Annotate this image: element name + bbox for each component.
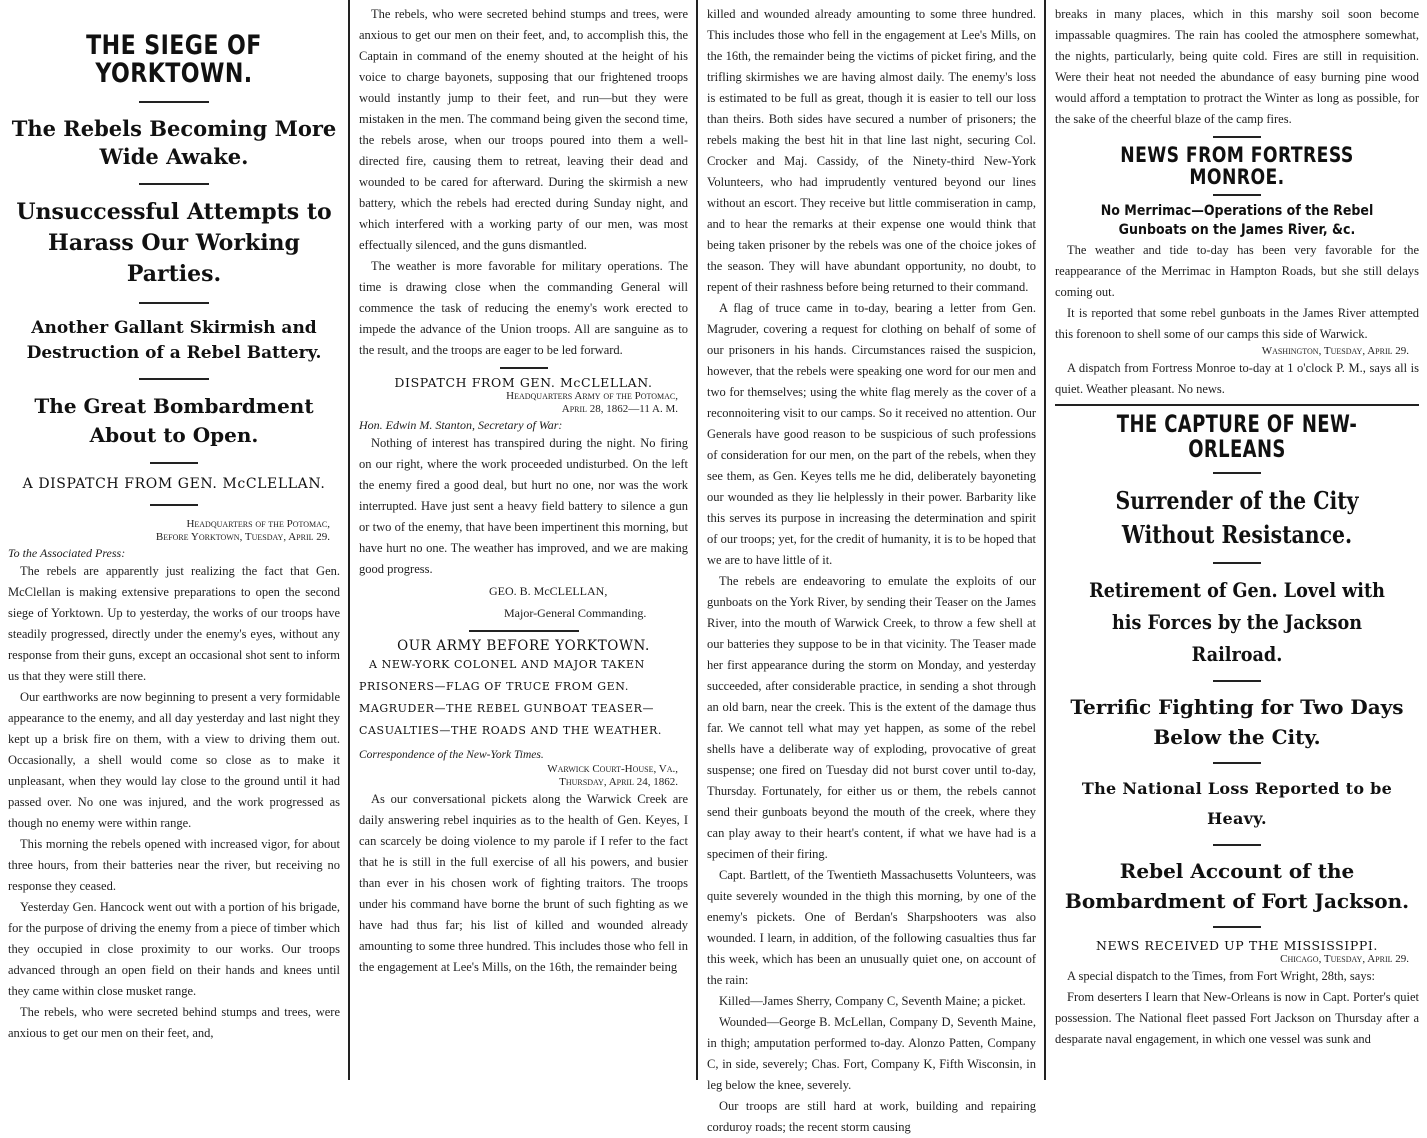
divider <box>150 462 198 464</box>
deck-no-merrimac: No Merrimac—Operations of the Rebel Gunboats on the James River, &c. <box>1100 203 1374 239</box>
divider <box>1213 136 1261 138</box>
column-rule <box>1044 0 1046 1080</box>
article-paragraph: The weather is more favorable for military operations. The time is drawing close when the commanding General will commence the task of reducing the enemy's work erected to impede the advance of the Union troops. All are sanguine as to the result, and the troops are eager to be led forward. <box>359 259 688 357</box>
divider <box>1213 844 1261 846</box>
article-paragraph: A dispatch from Fortress Monroe to-day at 1 o'clock P. M., says all is quiet. Weather pleasant. No news. <box>1055 361 1419 397</box>
headline-siege-of-yorktown: THE SIEGE OF YORKTOWN. <box>86 30 262 90</box>
article-paragraph: A special dispatch to the Times, from Fort Wright, 28th, says: <box>1067 969 1375 984</box>
column-4 <box>1047 0 1427 1080</box>
subhead-army-before-yorktown: OUR ARMY BEFORE YORKTOWN. <box>397 638 650 654</box>
article-paragraph: From deserters I learn that New-Orleans is now in Capt. Porter's quiet possession. The National fleet passed Fort Jackson on Thursday after a desparate naval engagement, in which one vessel was sunk and <box>1055 990 1419 1047</box>
article-paragraph: A flag of truce came in to-day, bearing a letter from Gen. Magruder, covering a request for clothing on behalf of some of our prisoners in his hands. Circumstances raised the suspicion, however, that the rebels were speaking one word for our men and two for themselves; using the white flag merely as the cover of a reconnoitering visit to our camps. So it received no attention. Our Generals have good reason to be suspicious of such professions of consideration for our men, on the part of the rebels, when they see them, as Gen. Keyes tells me he did, deliberately bayoneting our wounded as they lie helplessly in their power. Barbarity like this serves its purpose in increasing the determination and spirit of our troops; yet, for the credit of humanity, it is to be hoped that we are to have little of it. <box>707 301 1036 567</box>
signature-title: Major-General Commanding. <box>504 606 647 620</box>
salutation: To the Associated Press: <box>8 545 126 560</box>
divider <box>1213 194 1261 196</box>
divider <box>150 504 198 506</box>
article-summary: A NEW-YORK COLONEL AND MAJOR TAKEN PRISONERS—FLAG OF TRUCE FROM GEN. MAGRUDER—THE REBEL GUNBOAT TEASER—CASUALTIES—THE ROADS AND THE WEATHER. <box>359 658 662 737</box>
article-paragraph: The weather and tide to-day has been very favorable for the reappearance of the Merrimac in Hampton Roads, but she still delays coming out. <box>1055 243 1419 300</box>
column-2 <box>351 0 696 1080</box>
salutation: Hon. Edwin M. Stanton, Secretary of War: <box>359 418 563 432</box>
deck-rebels-wide-awake: The Rebels Becoming More Wide Awake. <box>11 115 337 169</box>
article-paragraph: Our troops are still hard at work, building and repairing corduroy roads; the recent storm causing <box>707 1099 1036 1134</box>
column-3 <box>699 0 1044 1134</box>
subhead-dispatch-mcclellan: DISPATCH FROM GEN. McCLELLAN. <box>394 375 653 390</box>
dateline: Headquarters of the Potomac, <box>186 517 330 530</box>
column-rule <box>696 0 698 1080</box>
divider <box>139 378 209 380</box>
correspondence-credit: Correspondence of the New-York Times. <box>359 749 544 761</box>
article-paragraph: Nothing of interest has transpired during the night. No firing on our right, where the work proceeded undisturbed. On the left the enemy fired a good deal, but hurt no one, nor was the work interrupted. Have just sent a heavy field battery to silence a gun or two of the enemy, that have been impertinent this morning, but have hurt no one. The weather has improved, and we are making good progress. <box>359 436 688 576</box>
article-paragraph: The rebels, who were secreted behind stumps and trees, were anxious to get our men on their feet, and, <box>8 1004 340 1040</box>
deck-great-bombardment: The Great Bombardment About to Open. <box>34 393 314 447</box>
article-paragraph: Yesterday Gen. Hancock went out with a portion of his brigade, for the purpose of driving the enemy from a piece of timber which they occupied in close proximity to our works. Our troops advanced through an open field on their hands and knees until they came within close musket range. <box>8 899 340 998</box>
headline-capture-new-orleans: THE CAPTURE OF NEW-ORLEANS <box>1116 410 1358 464</box>
article-paragraph: killed and wounded already amounting to some three hundred. This includes those who fell in the engagement at Lee's Mills, on the 16th, the remainder being the victims of picket firing, and the trifling skirmishes we are having almost daily. The enemy's loss is estimated to be full as great, though it is easier to tell our loss than theirs. Both sides have secured a number of prisoners; the rebels making the best hit in that line last night, securing Col. Crocker and Maj. Cassidy, of the Ninety-third New-York Volunteers, who had imprudently ventured beyond our lines without an escort. They receive but little commiseration in camp, and to hear the remarks at their expense one would think that being taken prisoner by the rebels was one of the choice jokes of the season. They will have abundant opportunity, no doubt, to repent of their rashness before being returned to their command. <box>707 7 1036 294</box>
signature-name: GEO. B. McCLELLAN, <box>489 584 608 598</box>
deck-national-loss: The National Loss Reported to be Heavy. <box>1081 779 1393 829</box>
deck-surrender-of-city: Surrender of the City Without Resistance. <box>1115 486 1359 550</box>
article-paragraph: This morning the rebels opened with increased vigor, for about three hours, from their batteries near the river, but receiving no response they ceased. <box>8 836 340 893</box>
article-paragraph: It is reported that some rebel gunboats in the James River attempted this forenoon to shell some of our camps this side of Warwick. <box>1055 306 1419 342</box>
deck-unsuccessful-attempts: Unsuccessful Attempts to Harass Our Working Parties. <box>16 198 332 287</box>
divider <box>139 183 209 185</box>
article-paragraph: As our conversational pickets along the Warwick Creek are daily answering rebel inquiries as to the health of Gen. Keyes, I can scarcely be doing violence to my parole if I refer to the fact that he is still in the full exercise of all his powers, and busier than ever in his chosen work of fighting traitors. The troops under his command have borne the brunt of such fighting as we have had thus far; his list of killed and wounded already amounting to some three hundred. This includes those who fell in the engagement at Lee's Mills, on the 16th, the remainder being <box>359 792 688 974</box>
divider <box>1213 926 1261 928</box>
subhead-news-mississippi: NEWS RECEIVED UP THE MISSISSIPPI. <box>1096 938 1378 954</box>
divider <box>500 367 548 369</box>
divider <box>139 302 209 304</box>
article-paragraph: breaks in many places, which in this marshy soil soon become impassable quagmires. The rain has cooled the atmosphere somewhat, the nights, particularly, being quite cold. Fires are still in requisition. Were their heat not needed the abundance of easy burning pine wood would afford a temptation to protract the Winter as long as possible, for the sake of the cheerful blaze of the camp fires. <box>1055 7 1419 126</box>
divider <box>1213 562 1261 564</box>
deck-gallant-skirmish: Another Gallant Skirmish and Destruction of a Rebel Battery. <box>26 317 322 363</box>
article-paragraph: The rebels are apparently just realizing the fact that Gen. McClellan is making extensive preparations to open the second siege of Yorktown. Up to yesterday, the works of our troops have steadily progressed, directly under the enemy's eyes, without any response from their guns, except an occasional shot sent to inform us that they were still there. <box>8 563 340 683</box>
deck-terrific-fighting: Terrific Fighting for Two Days Below the City. <box>1070 695 1404 750</box>
dateline: Washington, Tuesday, April 29. <box>1261 345 1409 358</box>
subhead-dispatch-mcclellan: A DISPATCH FROM GEN. McCLELLAN. <box>22 475 326 492</box>
article-paragraph: The rebels are endeavoring to emulate the exploits of our gunboats on the York River, by sending their Teaser on the James River, into the mouth of Warwick Creek, to throw a few shell at our batteries they suppose to be in that vicinity. The Teaser made her first appearance during the storm on Monday, and yesterday succeeded, after considerable practice, in sending a shot through an old barn, near the creek. This is the extent of the damage thus far. We cannot tell what may yet happen, as some of the rebel shells have a deliberate way of exploding, provocative of great suspense; one fired on Tuesday did not burst cover until to-day, Thursday. Fortunately, for either us or them, the rebels cannot send their gunboats beyond the mouth of the creek, where they can play away to their heart's content, if what we have had is a specimen of their firing. <box>707 574 1036 861</box>
section-rule <box>1055 404 1419 406</box>
article-paragraph: Capt. Bartlett, of the Twentieth Massachusetts Volunteers, was quite severely wounded in the thigh this morning, by one of the enemy's pickets. One of Berdan's Sharpshooters was also wounded. I learn, in addition, of the following casualties thus far this week, which has been an unusually quiet one, on account of the rain: <box>707 868 1036 987</box>
casualty-wounded: Wounded—George B. McLellan, Company D, Seventh Maine, in thigh; amputation performed to-day. Alonzo Patten, Company C, in side, severely; Chas. Fort, Company K, Fifth Wisconsin, in leg below the knee, severely. <box>707 1015 1036 1092</box>
casualty-killed: Killed—James Sherry, Company C, Seventh Maine; a picket. <box>719 994 1026 1008</box>
divider <box>1213 472 1261 474</box>
article-paragraph: Our earthworks are now beginning to present a very formidable appearance to the enemy, and all day yesterday and last night they kept up a brisk fire on them, with a view to driving them out. Occasionally, a shell would come so close as to make it unpleasant, when they would lay close to the ground until it had passed over. No one was injured, and the work progressed as though no enemy were within range. <box>8 689 340 830</box>
dateline: Headquarters Army of the Potomac, <box>506 390 678 402</box>
deck-retirement-gen-lovel: Retirement of Gen. Lovel with his Forces by the Jackson Railroad. <box>1089 578 1385 667</box>
dateline: Warwick Court-House, Va., <box>547 763 678 775</box>
column-1 <box>0 0 348 1080</box>
deck-rebel-account: Rebel Account of the Bombardment of Fort Jackson. <box>1064 859 1410 914</box>
dateline: April 28, 1862—11 A. M. <box>561 403 678 415</box>
article-paragraph: The rebels, who were secreted behind stumps and trees, were anxious to get our men on their feet, and, to accomplish this, the Captain in command of the enemy shouted at the height of his voice to charge bayonets, supposing that our frightened troops would instantly jump to their feet, and run—but they were mistaken in the men. The command being given the second time, the rebels arose, when our troops poured into them a well-directed fire, causing them to retreat, leaving their dead and wounded to be cared for afterward. During the skirmish a new battery, which the rebels had erected during Sunday night, and which interfered with a working party of our men, was most effectually silenced, and the guns dismantled. <box>359 7 688 252</box>
divider <box>1213 762 1261 764</box>
divider <box>139 101 209 103</box>
divider <box>1213 680 1261 682</box>
dateline: Before Yorktown, Tuesday, April 29. <box>155 530 330 543</box>
divider <box>469 630 579 632</box>
column-rule <box>348 0 350 1080</box>
dateline: Thursday, April 24, 1862. <box>559 776 678 788</box>
dateline: Chicago, Tuesday, April 29. <box>1280 953 1409 966</box>
headline-fortress-monroe: NEWS FROM FORTRESS MONROE. <box>1120 143 1354 190</box>
